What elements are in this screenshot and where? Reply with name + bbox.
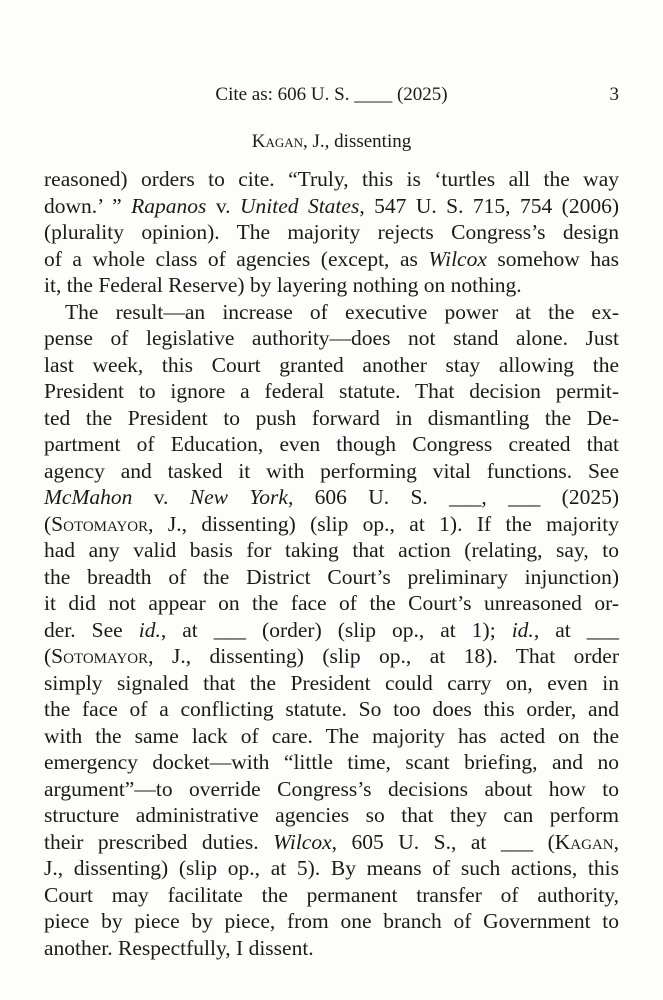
text-run: , J., dissenting) (slip op., at 18). That order (148, 644, 619, 668)
text-line: Court may facilitate the permanent transfer of authority, (44, 882, 619, 907)
text-run: , 547 U. S. 715, 754 (2006) (359, 193, 619, 218)
text-run: der. See (44, 617, 139, 642)
text-run: somehow has (486, 246, 619, 271)
text-line: last week, this Court granted another stay allowing the (44, 352, 619, 377)
text-line: another. Respectfully, I dissent. (44, 935, 314, 960)
case-name: New York (189, 485, 288, 509)
text-run: of a whole class of agencies (except, as (44, 246, 429, 271)
text-line: J., dissenting) (slip op., at 5). By means of such actions, this (44, 856, 619, 880)
opinion-type: , J., dissenting (303, 131, 412, 152)
running-head (44, 131, 619, 153)
text-line: reasoned) orders to cite. “Truly, this is ‘turtles all the way (44, 167, 619, 191)
text-line: it did not appear on the face of the Court’s unreasoned or- (44, 591, 619, 615)
text-run: v. (132, 485, 190, 509)
text-line (44, 643, 619, 670)
text-line: partment of Education, even though Congress created that (44, 432, 619, 456)
paragraph-2 (44, 299, 619, 962)
citation-signal: id. (511, 617, 534, 642)
text-run: v. (206, 193, 240, 218)
text-run: down.’ ” (44, 193, 132, 218)
case-name: McMahon (44, 485, 133, 509)
text-run: , J., dissenting) (slip op., at 1). If the majority (148, 511, 619, 536)
text-line (44, 511, 619, 538)
text-line: pense of legislative authority—does not stand alone. Just (44, 326, 619, 350)
text-run: , at ___ (order) (slip op., at 1); (160, 617, 512, 642)
text-line: simply signaled that the President could carry on, even in (44, 670, 619, 695)
case-name: Wilcox (428, 246, 487, 271)
text-line: President to ignore a federal statute. That decision permit- (44, 379, 619, 403)
text-line: the breadth of the District Court’s preliminary injunction) (44, 564, 619, 589)
text-run: ( (44, 511, 52, 536)
justice-name: Sotomayor (51, 644, 149, 668)
text-line (44, 829, 619, 856)
text-run: , 605 U. S., at ___ ( (331, 829, 555, 854)
text-line: agency and tasked it with performing vital functions. See (44, 458, 619, 483)
author-name: Kagan (251, 131, 304, 152)
text-run: their prescribed duties. (44, 829, 274, 854)
text-line: ted the President to push forward in dismantling the De- (44, 405, 619, 430)
text-line: (plurality opinion). The majority rejects Congress’s design (44, 220, 619, 244)
justice-name: Sotomayor (51, 511, 149, 536)
justice-name: Kagan (554, 829, 614, 854)
opinion-body (44, 166, 619, 961)
citation-line: Cite as: 606 U. S. ____ (2025) (215, 84, 448, 105)
case-name: Wilcox (273, 829, 332, 854)
text-line (44, 617, 619, 644)
page-header (44, 84, 619, 110)
text-line: it, the Federal Reserve) by layering nothing on nothing. (44, 273, 522, 297)
text-run: , 606 U. S. ___, ___ (2025) (287, 485, 619, 509)
text-line: argument”—to override Congress’s decisions about how to (44, 776, 619, 801)
case-name: Rapanos (131, 193, 207, 218)
text-line: had any valid basis for taking that action (relating, say, to (44, 538, 619, 562)
text-line: structure administrative agencies so that they can perform (44, 803, 619, 827)
text-line (44, 193, 619, 220)
text-line: The result—an increase of executive power at the ex- (65, 299, 619, 324)
text-line: the face of a conflicting statute. So too does this order, and (44, 697, 619, 721)
paragraph-1 (44, 166, 619, 299)
text-run: ( (44, 644, 52, 668)
citation-signal: id. (138, 617, 161, 642)
text-run: , at ___ (533, 617, 619, 642)
text-line: piece by piece by piece, from one branch of Government to (44, 909, 619, 933)
text-line (44, 484, 619, 511)
case-name: United States (240, 193, 360, 218)
text-line (44, 246, 619, 273)
page-number: 3 (609, 84, 619, 105)
text-line: with the same lack of care. The majority has acted on the (44, 723, 619, 748)
text-run: , (613, 829, 619, 854)
text-line: emergency docket—with “little time, scant briefing, and no (44, 750, 619, 774)
